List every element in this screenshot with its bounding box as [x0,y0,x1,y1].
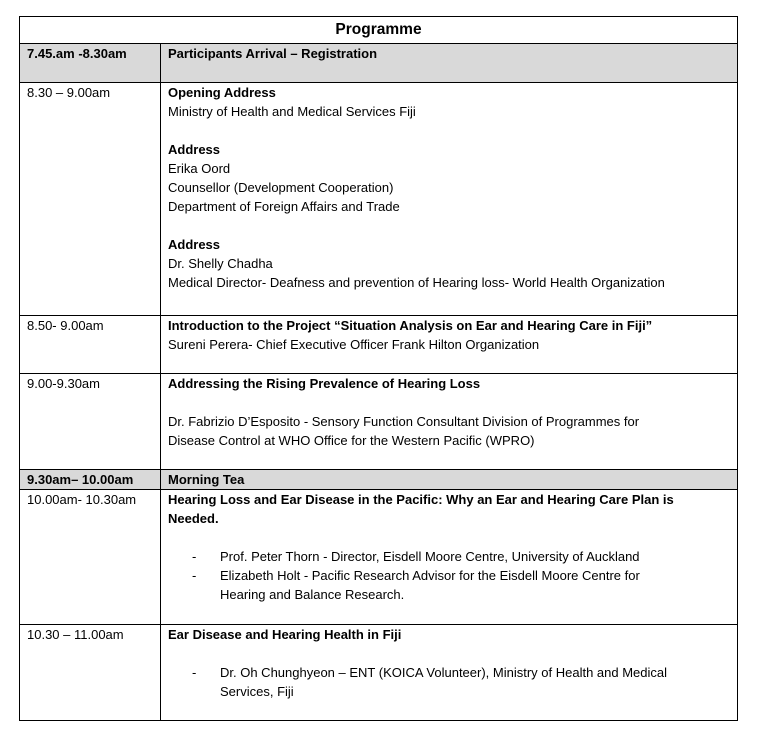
speaker-line: Medical Director- Deafness and prevention of Hearing loss- World Health Organization [168,275,665,290]
session-title: Hearing Loss and Ear Disease in the Pacific: Why an Ear and Hearing Care Plan is [168,492,674,507]
table-row [20,490,738,625]
time-cell: 10.30 – 11.00am [20,625,161,721]
table-row [20,316,738,374]
session-details [161,83,738,316]
speaker-line: Ministry of Health and Medical Services Fiji [168,104,416,119]
speaker-line: Disease Control at WHO Office for the Western Pacific (WPRO) [168,433,535,448]
speaker-line: Sureni Perera- Chief Executive Officer Frank Hilton Organization [168,337,540,352]
table-row [20,83,738,316]
session-title: Participants Arrival – Registration [161,44,738,83]
speaker-list [168,547,730,604]
time-cell: 7.45.am -8.30am [20,44,161,83]
time-cell: 10.00am- 10.30am [20,490,161,625]
session-title: Address [168,142,221,157]
speaker-line: Counsellor (Development Cooperation) [168,180,394,195]
time-cell: 9.30am– 10.00am [20,470,161,490]
session-details [161,490,738,625]
session-title: Needed. [168,511,219,526]
session-title: Introduction to the Project “Situation Analysis on Ear and Hearing Care in Fiji” [168,318,653,333]
time-cell: 8.50- 9.00am [20,316,161,374]
session-title: Opening Address [168,85,276,100]
session-title: Ear Disease and Hearing Health in Fiji [168,627,402,642]
session-title: Morning Tea [161,470,738,490]
session-details [161,374,738,470]
table-row [20,44,738,83]
speaker-line: Department of Foreign Affairs and Trade [168,199,400,214]
programme-table [19,16,738,721]
list-item: - Dr. Oh Chunghyeon – ENT (KOICA Volunteer), Ministry of Health and Medical Services, Fiji [192,663,730,701]
programme-title: Programme [20,17,738,44]
time-cell: 8.30 – 9.00am [20,83,161,316]
table-row [20,470,738,490]
session-details [161,625,738,721]
session-title: Address [168,237,221,252]
speaker-line: Dr. Shelly Chadha [168,256,273,271]
time-cell: 9.00-9.30am [20,374,161,470]
session-title: Addressing the Rising Prevalence of Hearing Loss [168,376,481,391]
speaker-list [168,663,730,701]
list-item: - Prof. Peter Thorn - Director, Eisdell Moore Centre, University of Auckland [192,547,730,566]
list-item: - Elizabeth Holt - Pacific Research Advisor for the Eisdell Moore Centre for Hearing and Balance Research. [192,566,730,604]
speaker-line: Dr. Fabrizio D’Esposito - Sensory Function Consultant Division of Programmes for [168,414,640,429]
table-row [20,625,738,721]
table-row [20,374,738,470]
speaker-line: Erika Oord [168,161,231,176]
session-details [161,316,738,374]
